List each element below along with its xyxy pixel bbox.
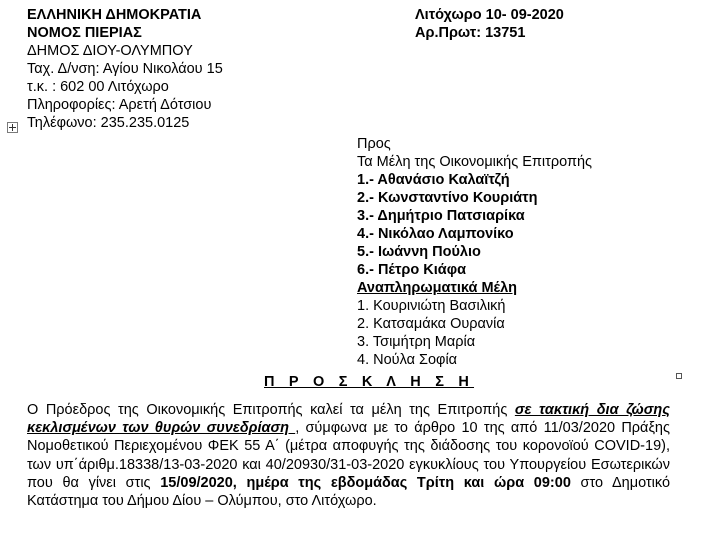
- sender-address: Ταχ. Δ/νση: Αγίου Νικολάου 15: [27, 61, 223, 77]
- sender-prefecture: ΝΟΜΟΣ ΠΙΕΡΙΑΣ: [27, 25, 142, 41]
- recipients-block: [357, 135, 592, 369]
- resize-handle[interactable]: [676, 373, 682, 379]
- sender-republic: ΕΛΛΗΝΙΚΗ ΔΗΜΟΚΡΑΤΙΑ: [27, 7, 202, 23]
- alternate-item: 3. Τσιμήτρη Μαρία: [357, 334, 476, 350]
- member-item: 2.- Κωνσταντίνο Κουριάτη: [357, 190, 538, 206]
- meeting-datetime: 15/09/2020, ημέρα της εβδομάδας Τρίτη και ώρα 09:00: [160, 474, 571, 491]
- sender-phone: Τηλέφωνο: 235.235.0125: [27, 115, 190, 131]
- invitation-title: Π Ρ Ο Σ Κ Λ Η Σ Η: [264, 374, 475, 390]
- member-item: 6.- Πέτρο Κιάφα: [357, 262, 466, 278]
- sender-postcode: τ.κ. : 602 00 Λιτόχωρο: [27, 79, 169, 95]
- alternate-item: 4. Νούλα Σοφία: [357, 352, 458, 368]
- table-move-handle-icon[interactable]: [7, 122, 18, 133]
- protocol-number: Αρ.Πρωτ: 13751: [415, 25, 526, 41]
- sender-municipality: ΔΗΜΟΣ ΔΙΟΥ-ΟΛΥΜΠΟΥ: [27, 43, 193, 59]
- alternate-item: 2. Κατσαμάκα Ουρανία: [357, 316, 505, 332]
- sender-contact: Πληροφορίες: Αρετή Δότσιου: [27, 97, 212, 113]
- alternates-label: Αναπληρωματικά Μέλη: [357, 280, 517, 296]
- document-date: Λιτόχωρο 10- 09-2020: [415, 7, 564, 23]
- member-item: 3.- Δημήτριο Πατσιαρίκα: [357, 208, 525, 224]
- invitation-body: [27, 401, 670, 510]
- member-item: 4.- Νικόλαο Λαμπονίκο: [357, 226, 514, 242]
- date-protocol-block: [415, 6, 564, 42]
- meeting-type: σε τακτική δια ζώσης κεκλισμένων των θυρών συνεδρίαση: [27, 402, 670, 437]
- body-intro: Ο Πρόεδρος της Οικονομικής Επιτροπής καλεί τα μέλη της Επιτροπής: [27, 402, 515, 418]
- recipients-to-label: Προς: [357, 136, 391, 152]
- recipients-group-label: Τα Μέλη της Οικονομικής Επιτροπής: [357, 154, 593, 170]
- body-location: στο Δημοτικό Κατάστημα του Δήμου Δίου – Ολύμπου, στο Λιτόχωρο.: [27, 474, 671, 510]
- body-legal-basis: , σύμφωνα με το άρθρο 10 της από 11/03/2020 Πράξης Νομοθετικού Περιεχομένου ΦΕΚ 55 Α΄ (μέτρα αποφυγής της διάδοσης του κορονοϊού COVID-19), των υπ΄άριθμ.18338/13-03-2020 και 40/20930/31-03-2020 εγκυκλίους του Υπουργείου Εσωτερικών που θα γίνει στις: [27, 420, 670, 491]
- sender-block: [27, 6, 223, 132]
- member-item: 5.- Ιωάννη Πούλιο: [357, 244, 481, 260]
- member-item: 1.- Αθανάσιο Καλαϊτζή: [357, 172, 510, 188]
- alternate-item: 1. Κουρινιώτη Βασιλική: [357, 298, 506, 314]
